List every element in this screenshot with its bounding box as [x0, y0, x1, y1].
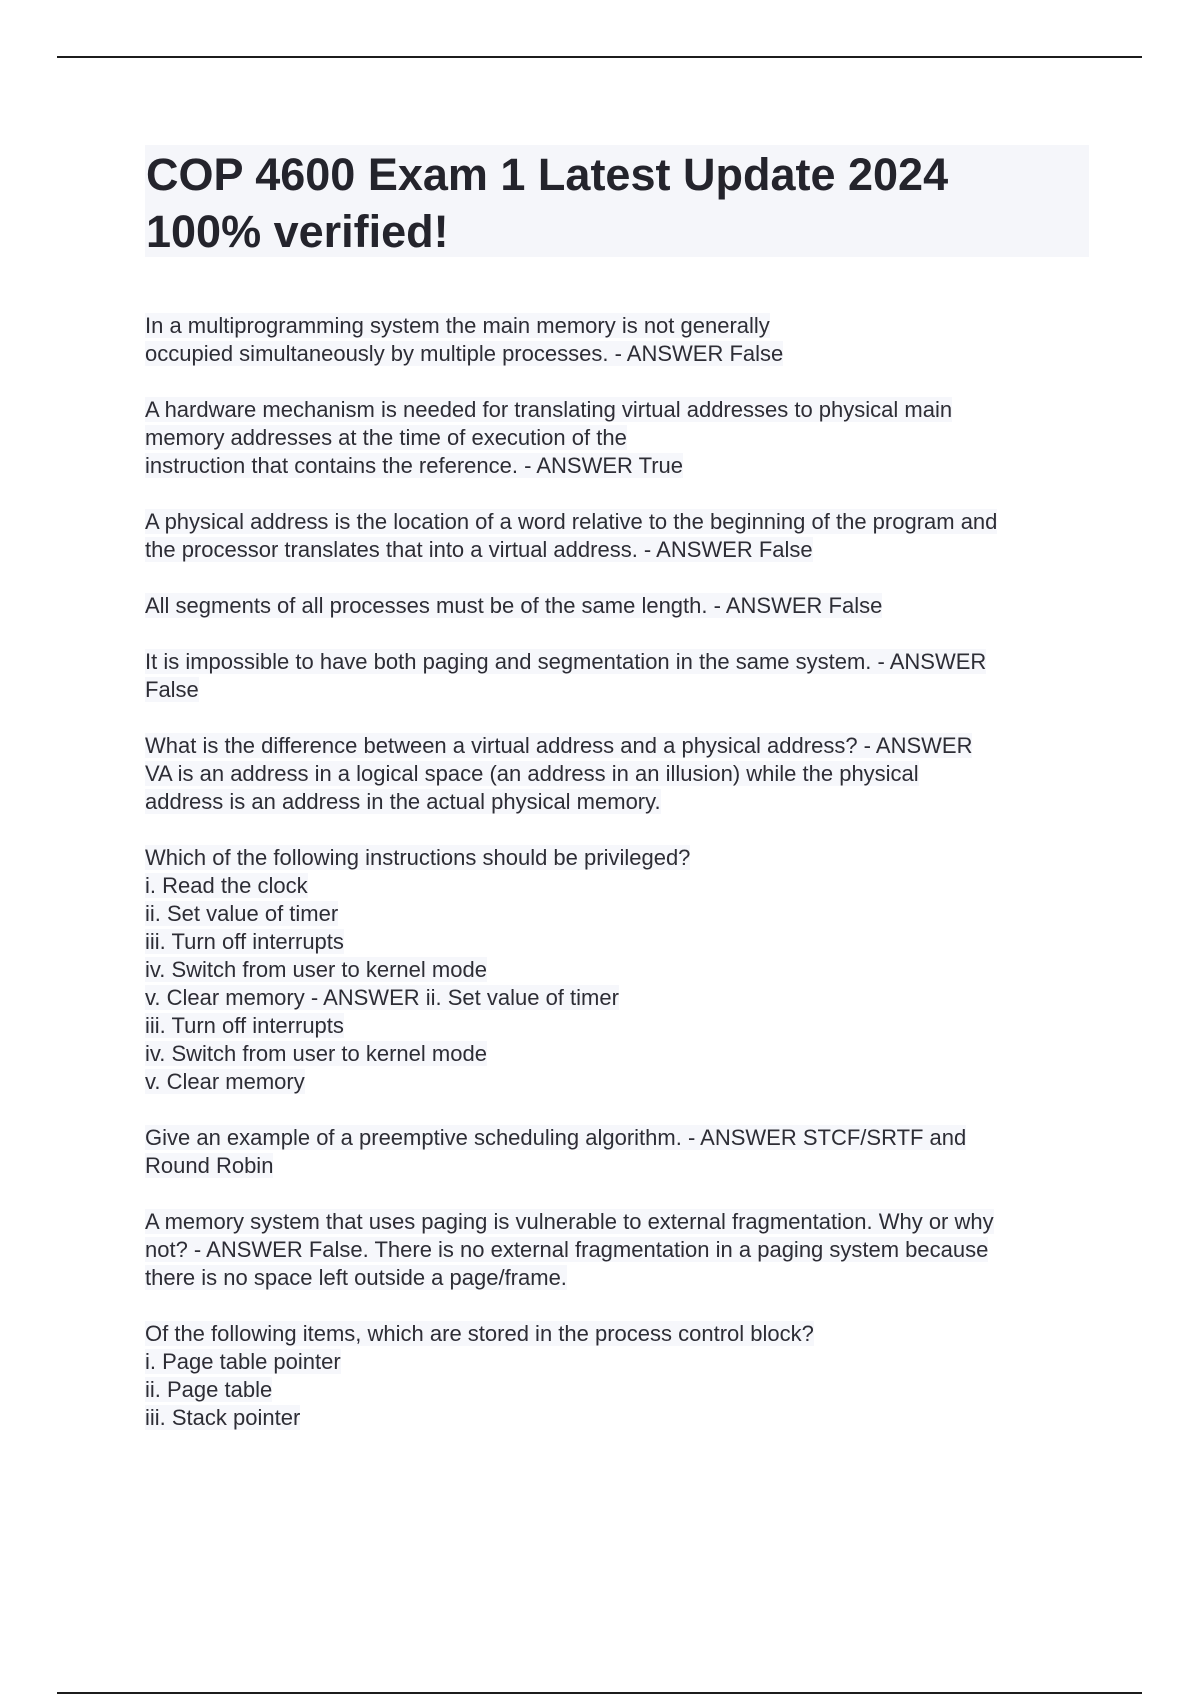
- qa-line: [145, 1320, 1095, 1348]
- qa-line: [145, 984, 1095, 1012]
- qa-line-text: Give an example of a preemptive scheduling algorithm. - ANSWER STCF/SRTF and: [145, 1125, 967, 1150]
- qa-line-text: A memory system that uses paging is vulnerable to external fragmentation. Why or why: [145, 1209, 994, 1234]
- qa-line: [145, 340, 1095, 368]
- qa-line-text: A hardware mechanism is needed for translating virtual addresses to physical main: [145, 397, 953, 422]
- qa-list: [145, 312, 1095, 1460]
- qa-line-text: Of the following items, which are stored in the process control block?: [145, 1321, 814, 1346]
- qa-line-text: iii. Turn off interrupts: [145, 929, 344, 954]
- qa-line-text: memory addresses at the time of execution of the: [145, 425, 627, 450]
- qa-line: [145, 508, 1095, 536]
- qa-line: [145, 1208, 1095, 1236]
- qa-line: [145, 1124, 1095, 1152]
- qa-item: [145, 592, 1095, 620]
- qa-line-text: It is impossible to have both paging and segmentation in the same system. - ANSWER: [145, 649, 987, 674]
- qa-line-text: v. Clear memory - ANSWER ii. Set value of timer: [145, 985, 619, 1010]
- qa-line-text: VA is an address in a logical space (an address in an illusion) while the physical: [145, 761, 919, 786]
- qa-line: [145, 928, 1095, 956]
- qa-line-text: iv. Switch from user to kernel mode: [145, 1041, 487, 1066]
- qa-line: [145, 312, 1095, 340]
- qa-line-text: Round Robin: [145, 1153, 274, 1178]
- qa-line: [145, 452, 1095, 480]
- qa-line: [145, 1012, 1095, 1040]
- qa-item: [145, 1208, 1095, 1292]
- bottom-rule: [57, 1692, 1142, 1694]
- qa-line: [145, 648, 1095, 676]
- qa-line-text: All segments of all processes must be of the same length. - ANSWER False: [145, 593, 883, 618]
- title-line: 100% verified!: [146, 206, 449, 257]
- qa-line: [145, 1236, 1095, 1264]
- qa-line-text: In a multiprogramming system the main memory is not generally: [145, 313, 770, 338]
- qa-line: [145, 1040, 1095, 1068]
- qa-item: [145, 1124, 1095, 1180]
- qa-line-text: iv. Switch from user to kernel mode: [145, 957, 487, 982]
- title-line: COP 4600 Exam 1 Latest Update 2024: [146, 149, 949, 200]
- qa-line: [145, 760, 1095, 788]
- qa-line-text: ii. Set value of timer: [145, 901, 339, 926]
- qa-line-text: not? - ANSWER False. There is no external fragmentation in a paging system because: [145, 1237, 989, 1262]
- qa-line-text: there is no space left outside a page/frame.: [145, 1265, 567, 1290]
- qa-line: [145, 1068, 1095, 1096]
- qa-line: [145, 844, 1095, 872]
- qa-line: [145, 1348, 1095, 1376]
- qa-item: [145, 648, 1095, 704]
- qa-line-text: iii. Turn off interrupts: [145, 1013, 344, 1038]
- qa-line-text: v. Clear memory: [145, 1069, 305, 1094]
- qa-line: [145, 1152, 1095, 1180]
- qa-line: [145, 956, 1095, 984]
- qa-line-text: instruction that contains the reference. - ANSWER True: [145, 453, 684, 478]
- qa-line: [145, 424, 1095, 452]
- qa-item: [145, 396, 1095, 480]
- qa-line: [145, 1264, 1095, 1292]
- qa-line: [145, 536, 1095, 564]
- qa-item: [145, 732, 1095, 816]
- qa-line-text: iii. Stack pointer: [145, 1405, 301, 1430]
- page-title: [146, 146, 948, 260]
- qa-line: [145, 1376, 1095, 1404]
- qa-line-text: A physical address is the location of a word relative to the beginning of the program and: [145, 509, 998, 534]
- qa-item: [145, 1320, 1095, 1432]
- qa-line-text: Which of the following instructions should be privileged?: [145, 845, 691, 870]
- qa-line: [145, 788, 1095, 816]
- qa-line-text: i. Read the clock: [145, 873, 308, 898]
- qa-line: [145, 1404, 1095, 1432]
- qa-line: [145, 900, 1095, 928]
- qa-line-text: occupied simultaneously by multiple processes. - ANSWER False: [145, 341, 784, 366]
- qa-line-text: address is an address in the actual physical memory.: [145, 789, 661, 814]
- qa-line-text: the processor translates that into a virtual address. - ANSWER False: [145, 537, 813, 562]
- qa-line-text: False: [145, 677, 199, 702]
- qa-line-text: i. Page table pointer: [145, 1349, 341, 1374]
- qa-line: [145, 732, 1095, 760]
- qa-line-text: What is the difference between a virtual address and a physical address? - ANSWER: [145, 733, 973, 758]
- qa-line: [145, 676, 1095, 704]
- qa-item: [145, 508, 1095, 564]
- qa-line-text: ii. Page table: [145, 1377, 273, 1402]
- qa-item: [145, 312, 1095, 368]
- qa-item: [145, 844, 1095, 1096]
- qa-line: [145, 872, 1095, 900]
- qa-line: [145, 592, 1095, 620]
- top-rule: [57, 56, 1142, 58]
- qa-line: [145, 396, 1095, 424]
